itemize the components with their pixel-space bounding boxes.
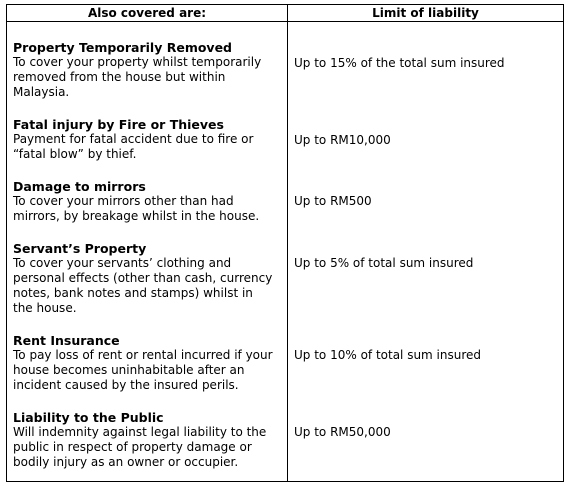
limit-value: Up to RM500 xyxy=(294,194,372,208)
coverage-item-description: To cover your property whilst temporarily removed from the house but within Malaysia. xyxy=(13,55,262,99)
coverage-item xyxy=(13,117,281,162)
limit-value: Up to 5% of total sum insured xyxy=(294,256,474,270)
coverage-item-title: Rent Insurance xyxy=(13,333,120,348)
limit-column xyxy=(288,22,564,482)
coverage-item xyxy=(13,179,281,224)
coverage-item-description: Payment for fatal accident due to fire or “fatal blow” by thief. xyxy=(13,132,254,161)
coverage-table xyxy=(6,4,564,482)
coverage-item-title: Damage to mirrors xyxy=(13,179,146,194)
coverage-item-title: Property Temporarily Removed xyxy=(13,40,233,55)
coverage-item xyxy=(13,241,281,316)
coverage-item xyxy=(13,40,281,100)
coverage-item-title: Servant’s Property xyxy=(13,241,147,256)
coverage-item xyxy=(13,333,281,393)
coverage-item xyxy=(13,410,281,470)
coverage-item-description: To cover your servants’ clothing and personal effects (other than cash, currency notes, bank notes and stamps) whilst in the house. xyxy=(13,256,273,315)
coverage-item-description: Will indemnity against legal liability to the public in respect of property damage or bodily injury as an owner or occupier. xyxy=(13,425,267,469)
limit-value: Up to 10% of total sum insured xyxy=(294,348,482,362)
limit-column-header: Limit of liability xyxy=(288,5,564,22)
limit-value: Up to RM50,000 xyxy=(294,425,391,439)
coverage-column-header: Also covered are: xyxy=(7,5,288,22)
coverage-item-title: Fatal injury by Fire or Thieves xyxy=(13,117,224,132)
table-body-row xyxy=(7,22,564,482)
coverage-item-title: Liability to the Public xyxy=(13,410,164,425)
limit-value: Up to 15% of the total sum insured xyxy=(294,56,505,70)
coverage-item-description: To cover your mirrors other than had mirrors, by breakage whilst in the house. xyxy=(13,194,260,223)
limit-value: Up to RM10,000 xyxy=(294,133,391,147)
coverage-item-description: To pay loss of rent or rental incurred if your house becomes uninhabitable after an incident caused by the insured perils. xyxy=(13,348,273,392)
table-header-row xyxy=(7,5,564,22)
coverage-column xyxy=(7,22,288,482)
